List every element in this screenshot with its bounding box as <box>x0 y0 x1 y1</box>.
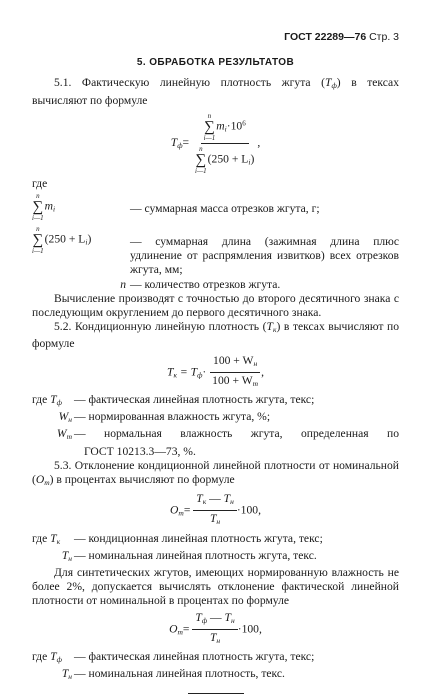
definition-normed-moisture: $W_н$ — нормированная влажность жгута, %; <box>58 410 271 425</box>
page-header <box>32 30 399 44</box>
where-label: где <box>32 176 48 190</box>
definitions-4 <box>32 650 399 684</box>
end-rule <box>188 693 244 694</box>
paragraph-synthetic: Для синтетических жгутов, имеющих нормированную влажность не более 2%, допускается вычислять отклонение фактической линейной плотности от номинальной в процентах по формуле <box>32 566 399 608</box>
definition-length: n ∑ i—1 $(250 + L_i)$ — суммарная длина (зажимная длина плюс удлинение от распрямления извитков) всех отрезков жгута, мм; <box>32 225 399 277</box>
fraction: $\frac{T_ф — T_н}{T_н}$ <box>192 611 237 648</box>
paragraph-5-1: 5.1. Фактическую линейную плотность жгута $(T_ф)$ в тексах вычисляют по формуле <box>32 76 399 107</box>
page-number: Стр. 3 <box>369 31 399 43</box>
section-title: 5. ОБРАБОТКА РЕЗУЛЬТАТОВ <box>136 57 295 69</box>
definitions-1 <box>32 192 399 292</box>
definition-normal-moisture: $W_т$ — нормальная влажность жгута, определенная по <box>56 427 399 442</box>
definition-actual-2: где $T_ф$ — фактическая линейная плотность жгута, текс; <box>32 650 315 665</box>
definition-actual: где $T_ф$ — фактическая линейная плотность жгута, текс; <box>32 393 315 408</box>
formula-deviation-actual: $O_т=$ $\frac{T_ф — T_н}{T_н}$ ·100, <box>32 611 399 648</box>
definition-mass: n ∑ i—1 $m_i$ — суммарная масса отрезков жгута, г; <box>32 192 320 223</box>
definition-normal-moisture-cont: ГОСТ 10213.3—73, %. <box>84 444 196 458</box>
fraction: n ∑ i—1 $m_i\cdot 10^6$ n ∑ i—1 $(250 + L_i)$ <box>195 111 255 175</box>
formula-conditioned-density: $T_к = T_ф\cdot$ $\frac{100 + W_н}{100 + W_т}$ , <box>32 354 399 391</box>
definitions-3 <box>32 532 399 566</box>
paragraph-5-3: 5.3. Отклонение кондиционной линейной плотности от номинальной $(O_т)$ в процентах вычисляют по формуле <box>32 458 399 488</box>
definitions-2 <box>32 393 399 459</box>
fraction: $\frac{100 + W_н}{100 + W_т}$ <box>209 354 261 391</box>
paragraph-calculation: Вычисление производят с точностью до второго десятичного знака с последующим округлением до первого десятичного знака. <box>32 291 399 320</box>
definition-nominal-2: $T_н$ — номинальная линейная плотность, текс. <box>61 667 285 682</box>
definition-count: n — количество отрезков жгута. <box>120 277 281 291</box>
formula-deviation-conditioned: $O_т=$ $\frac{T_к — T_н}{T_н}$ ·100, <box>32 492 399 529</box>
formula-actual-density: $T_ф=$ n ∑ i—1 $m_i\cdot 10^6$ n ∑ i—1 $(250 + L_i)$ , <box>170 111 261 175</box>
definition-conditioned: где $T_к$ — кондиционная линейная плотность жгута, текс; <box>32 531 323 546</box>
standard-number: ГОСТ 22289—76 <box>284 31 367 43</box>
paragraph-5-2: 5.2. Кондиционную линейную плотность $(T_к)$ в тексах вычисляют по формуле <box>32 320 399 351</box>
fraction: $\frac{T_к — T_н}{T_н}$ <box>193 492 237 529</box>
definition-nominal: $T_н$ — номинальная линейная плотность жгута, текс. <box>61 548 317 563</box>
